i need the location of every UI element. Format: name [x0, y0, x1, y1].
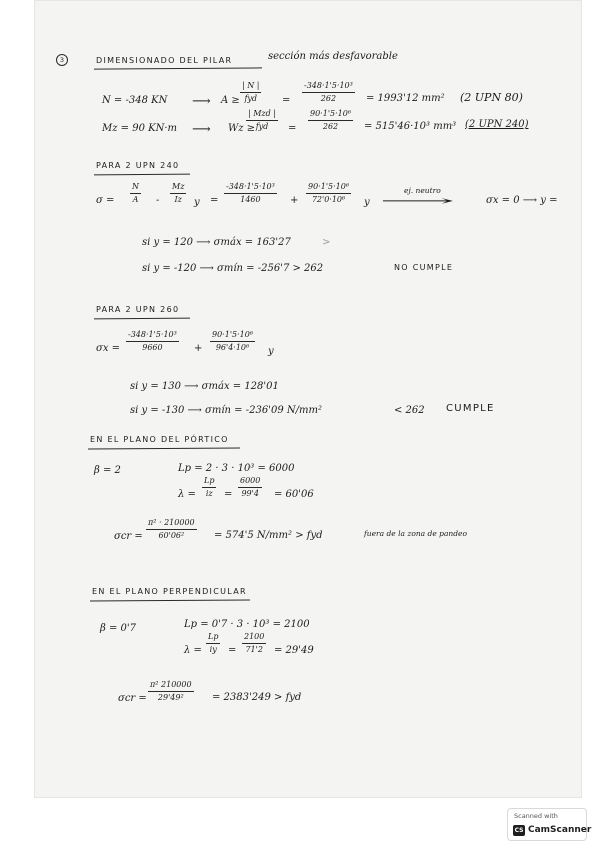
camscanner-logo-icon: CS: [514, 827, 524, 834]
axial-fraction-1: [240, 82, 261, 103]
moment-arrow: ⟶: [192, 122, 211, 137]
perp-slenderness-result: = 29'49: [274, 645, 314, 656]
upn260-fraction-2-den: 96'4·10⁶: [215, 343, 250, 352]
axial-fraction-1-den: fyd: [244, 94, 258, 103]
upn260-case-1: si y = 130 ⟶ σmáx = 128'01: [130, 381, 279, 392]
perp-heading-underline: [90, 599, 250, 601]
upn240-fraction-4-den: 72'0·10⁶: [311, 195, 346, 204]
scanner-watermark: [507, 808, 592, 841]
portico-buckling-length: Lp = 2 · 3 · 10³ = 6000: [178, 463, 295, 474]
upn240-neutral-arrow: ⟶: [380, 194, 455, 209]
perp-fraction-1-num: Lp: [206, 633, 220, 644]
bending-moment: Mz = 90 KN·m: [102, 123, 178, 134]
portico-note: fuera de la zona de pandeo: [364, 529, 467, 538]
upn260-y: y: [268, 346, 274, 357]
portico-sigma-cr-result: = 574'5 N/mm² > fyd: [214, 530, 323, 541]
moment-modulus-inequality: Wz ≥: [228, 123, 256, 134]
portico-fraction-1-den: iz: [205, 489, 213, 498]
upn240-case-1-mark: >: [322, 237, 331, 248]
upn260-case-2-result: CUMPLE: [446, 403, 495, 414]
perp-sigma-cr: σcr =: [118, 693, 147, 704]
perp-fraction-1: [206, 633, 220, 654]
perp-fraction-2-den: 71'2: [245, 645, 263, 654]
portico-heading-underline: [88, 447, 240, 449]
axial-equals: =: [282, 95, 291, 106]
upn260-fraction-2-num: 90·1'5·10⁶: [210, 331, 255, 342]
upn260-heading: PARA 2 UPN 260: [96, 305, 180, 314]
portico-fraction-2: [238, 477, 262, 498]
portico-slenderness-result: = 60'06: [274, 489, 314, 500]
axial-fraction-2-num: -348·1'5·10³: [302, 82, 355, 93]
upn240-fraction-3: [224, 183, 277, 204]
upn260-fraction-1: [126, 331, 179, 352]
upn240-equals: =: [210, 195, 219, 206]
portico-fraction-3-den: 60'06²: [158, 531, 185, 540]
perp-beta: β = 0'7: [100, 623, 136, 634]
moment-equals: =: [288, 123, 297, 134]
portico-sigma-cr: σcr =: [114, 531, 143, 542]
moment-fraction-1-den: fyd: [255, 122, 269, 131]
upn240-case-2: si y = -120 ⟶ σmín = -256'7 > 262: [142, 263, 324, 274]
perp-fraction-3: [148, 681, 194, 702]
scanned-page: [34, 0, 582, 798]
upn240-minus: -: [156, 195, 160, 206]
perp-sigma-cr-result: = 2383'249 > fyd: [212, 692, 302, 703]
perp-equals: =: [228, 645, 237, 656]
upn240-fraction-n: [130, 183, 141, 204]
axial-force: N = -348 KN: [102, 95, 168, 106]
upn240-heading-underline: [94, 174, 190, 176]
upn240-fraction-3-den: 1460: [240, 195, 261, 204]
upn240-fraction-m-num: Mz: [170, 183, 186, 194]
upn240-plus: +: [290, 195, 299, 206]
perp-fraction-2-num: 2100: [242, 633, 266, 644]
perp-heading: EN EL PLANO PERPENDICULAR: [92, 587, 247, 596]
upn240-fraction-n-num: N: [130, 183, 141, 194]
upn240-case-2-result: NO CUMPLE: [394, 263, 454, 272]
upn240-fraction-n-den: A: [132, 195, 139, 204]
perp-fraction-3-num: π² 210000: [148, 681, 194, 692]
axial-area-result: = 1993'12 mm²: [366, 93, 445, 104]
upn240-fraction-4-num: 90·1'5·10⁶: [306, 183, 351, 194]
perp-buckling-length: Lp = 0'7 · 3 · 10³ = 2100: [184, 619, 310, 630]
upn240-y2: y: [364, 197, 370, 208]
portico-fraction-1: [202, 477, 216, 498]
upn240-heading: PARA 2 UPN 240: [96, 161, 180, 170]
moment-fraction-2: [308, 110, 353, 131]
portico-fraction-3-num: π² · 210000: [146, 519, 197, 530]
upn260-fraction-2: [210, 331, 255, 352]
section-heading-underline: [94, 67, 262, 69]
axial-area-inequality: A ≥: [221, 95, 240, 106]
section-number: 3: [59, 56, 65, 64]
scanned-with-label: Scanned with: [514, 812, 558, 820]
portico-fraction-2-den: 99'4: [241, 489, 259, 498]
upn240-fraction-m-den: Iz: [174, 195, 182, 204]
upn240-fraction-m: [170, 183, 186, 204]
upn240-fraction-3-num: -348·1'5·10³: [224, 183, 277, 194]
moment-fraction-2-den: 262: [322, 122, 339, 131]
section-heading-note: sección más desfavorable: [268, 51, 398, 62]
upn260-case-2: si y = -130 ⟶ σmín = -236'09 N/mm²: [130, 405, 322, 416]
axial-arrow: ⟶: [192, 94, 211, 109]
portico-fraction-1-num: Lp: [202, 477, 216, 488]
axial-fraction-2: [302, 82, 355, 103]
moment-profile: (2 UPN 240): [465, 119, 529, 130]
upn260-fraction-1-num: -348·1'5·10³: [126, 331, 179, 342]
upn240-y: y: [194, 197, 200, 208]
upn240-neutral-result: σx = 0 ⟶ y =: [486, 195, 558, 206]
moment-fraction-1: [246, 110, 278, 131]
upn240-fraction-4: [306, 183, 351, 204]
section-heading: DIMENSIONADO DEL PILAR: [96, 56, 233, 65]
moment-fraction-2-num: 90·1'5·10⁶: [308, 110, 353, 121]
axial-fraction-1-num: | N |: [240, 82, 261, 93]
upn260-fraction-1-den: 9660: [142, 343, 163, 352]
portico-beta: β = 2: [94, 465, 121, 476]
section-number-badge: [56, 54, 68, 66]
portico-fraction-3: [146, 519, 197, 540]
upn260-plus: +: [194, 343, 203, 354]
axial-profile: (2 UPN 80): [460, 91, 523, 104]
upn240-sigma: σ =: [96, 195, 115, 206]
perp-fraction-1-den: iy: [209, 645, 217, 654]
upn260-case-2-compare: < 262: [394, 405, 425, 416]
perp-fraction-2: [242, 633, 266, 654]
portico-lambda: λ =: [178, 489, 196, 500]
perp-fraction-3-den: 29'49²: [157, 693, 184, 702]
upn240-case-1: si y = 120 ⟶ σmáx = 163'27: [142, 237, 291, 248]
moment-modulus-result: = 515'46·10³ mm³: [364, 121, 457, 132]
camscanner-brand: CamScanner: [528, 825, 592, 835]
upn260-sigma: σx =: [96, 343, 121, 354]
perp-lambda: λ =: [184, 645, 202, 656]
moment-fraction-1-num: | Mzd |: [246, 110, 278, 121]
portico-heading: EN EL PLANO DEL PÓRTICO: [90, 435, 229, 444]
upn260-heading-underline: [94, 318, 190, 320]
portico-fraction-2-num: 6000: [238, 477, 262, 488]
upn240-neutral-note: ej. neutro: [404, 186, 441, 195]
axial-fraction-2-den: 262: [320, 94, 337, 103]
portico-equals: =: [224, 489, 233, 500]
